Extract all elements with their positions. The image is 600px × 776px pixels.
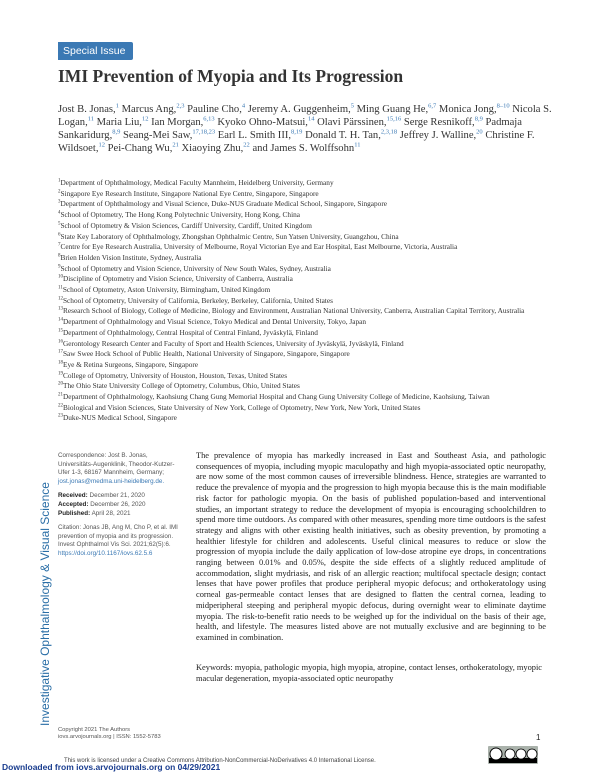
author-name: Nicola S. Logan, [58,104,552,129]
affiliation-text: Research School of Biology, College of Medicine, Biology and Environment, Australian National University, Canberra, Australian Capital Territory, Australia [63,306,525,316]
affiliation-item [58,210,558,221]
affiliation-item [58,381,558,392]
author-name: Xiaoying Zhu, [181,143,244,155]
license-text[interactable]: This work is licensed under a Creative Commons Attribution-NonCommercial-NoDerivatives 4.0 International License. [64,758,376,764]
author-name: Ming Guang He, [356,104,429,115]
author-affiliation-ref[interactable]: 1 [115,102,119,110]
copyright: Copyright 2021 The Authors [58,727,131,733]
author-name: Serge Resnikoff, [403,117,475,129]
author-affiliation-ref[interactable]: 6,13 [203,115,215,123]
date-value: April 28, 2021 [90,509,131,517]
author-name: Pauline Cho, [187,104,242,115]
affiliation-number: 15 [58,328,63,334]
date-value: December 21, 2020 [87,492,145,500]
author-name: Kyoko Ohno-Matsui, [217,117,308,129]
affiliation-text: School of Optometry, University of California, Berkeley, Berkeley, California, United States [63,295,333,305]
affiliation-number: 22 [58,403,63,409]
affiliation-number: 14 [58,317,63,323]
author-affiliation-ref[interactable]: 22 [243,141,250,149]
doi-link[interactable]: https://doi.org/10.1167/iovs.62.5.6 [58,549,153,557]
author-affiliation-ref[interactable]: 5 [350,102,354,110]
affiliation-text: Saw Swee Hock School of Public Health, National University of Singapore, Singapore, Singapore [63,349,350,359]
author-affiliation-ref[interactable]: 8,9 [112,128,121,136]
affiliation-number: 9 [58,264,61,270]
affiliation-item [58,413,558,424]
affiliation-number: 5 [58,221,61,227]
affiliation-item [58,264,558,275]
journal-sidebar-title: Investigative Ophthalmology & Visual Science [38,482,52,726]
affiliation-text: Department of Ophthalmology, Central Hospital of Central Finland, Jyväskylä, Finland [63,327,318,337]
author-affiliation-ref[interactable]: 8,9 [474,115,483,123]
correspondence-email-link[interactable]: jost.jonas@medma.uni-heidelberg.de. [58,477,165,485]
affiliation-item [58,199,558,210]
keywords: Keywords: myopia, pathologic myopia, high myopia, atropine, contact lenses, orthokeratology, myopic macular degeneration, myopia-associated optic neuropathy [196,663,543,683]
author-affiliation-ref[interactable]: 4 [241,102,246,110]
affiliation-text: Department of Ophthalmology, Kaohsiung Chang Gung Memorial Hospital and Chang Gung University College of Medicine, Kaohsiung, Taiwan [63,392,490,402]
author-affiliation-ref[interactable]: 6,7 [428,102,437,110]
affiliation-number: 3 [58,199,61,205]
affiliation-text: Duke-NUS Medical School, Singapore [63,413,177,423]
affiliation-number: 21 [58,392,63,398]
correspondence [58,452,184,486]
issn: iovs.arvojournals.org | ISSN: 1552-5783 [58,734,161,740]
author-affiliation-ref[interactable]: 11 [87,115,94,123]
affiliation-text: School of Optometry & Vision Sciences, Cardiff University, Cardiff, United Kingdom [60,220,312,230]
author-name: Monica Jong, [438,104,497,115]
affiliation-item [58,274,558,285]
citation-text: Citation: Jonas JB, Ang M, Cho P, et al. IMI prevention of myopia and its progression. Invest Ophthalmol Vis Sci. 2021;62(5):6. [58,524,178,549]
page-number: 1 [536,733,541,742]
affiliation-number: 23 [58,414,63,420]
affiliation-list [58,178,558,424]
date-row [58,510,184,519]
author-affiliation-ref[interactable]: 15,16 [386,115,402,123]
correspondence-text: Correspondence: Jost B. Jonas, Universitäts-Augenklinik, Theodor-Kutzer-Ufer 1-3, 68167 Mannheim, Germany; [58,452,175,477]
author-name: Maria Liu, [96,117,142,129]
author-affiliation-ref[interactable]: 12 [141,115,149,123]
affiliation-number: 6 [58,232,61,238]
article-title: IMI Prevention of Myopia and Its Progression [58,66,404,86]
affiliation-text: School of Optometry, Aston University, Birmingham, United Kingdom [62,285,271,295]
author-name: Donald T. H. Tan, [305,130,381,142]
affiliation-text: Department of Ophthalmology and Visual Science, Duke-NUS Graduate Medical School, Singapore, Singapore [60,199,387,209]
affiliation-item [58,392,558,403]
affiliation-item [58,328,558,339]
special-issue-badge: Special Issue [58,42,133,60]
affiliation-text: School of Optometry and Vision Science, University of New South Wales, Sydney, Australia [60,263,331,273]
affiliation-item [58,253,558,264]
author-name: Christine F. Wildsoet, [58,130,535,155]
affiliation-text: Biological and Vision Sciences, State University of New York, College of Optometry, New York, New York, United States [63,402,421,412]
author-name: Olavi Pärssinen, [317,117,387,129]
affiliation-text: State Key Laboratory of Ophthalmology, Zhongshan Ophthalmic Centre, Sun Yatsen University, Guangzhou, China [60,231,399,241]
date-label: Received: [58,492,88,500]
affiliation-number: 20 [58,381,63,387]
affiliation-number: 7 [58,242,61,248]
affiliation-number: 13 [58,307,63,313]
affiliation-item [58,178,558,189]
author-name: Pei-Chang Wu, [107,143,173,155]
affiliation-item [58,232,558,243]
affiliation-text: Department of Ophthalmology, Medical Faculty Mannheim, Heidelberg University, Germany [60,178,334,187]
affiliation-item [58,317,558,328]
affiliation-number: 12 [58,296,63,302]
date-row [58,501,184,510]
date-label: Accepted: [58,500,89,508]
affiliation-text: Department of Ophthalmology and Visual Science, Tokyo Medical and Dental University, Tokyo, Japan [63,317,367,327]
author-affiliation-ref[interactable]: 12 [98,141,105,149]
affiliation-item [58,339,558,350]
affiliation-item [58,221,558,232]
download-watermark: Downloaded from iovs.arvojournals.org on 04/29/2021 [2,762,221,772]
author-name: Jeremy A. Guggenheim, [247,104,351,115]
abstract: The prevalence of myopia has markedly increased in East and Southeast Asia, and pathologic consequences of myopia, including myopic maculopathy and high myopia-associated optic neuropathy, are now some of the most common causes of irreversible blindness. Hence, strategies are warranted to reduce the prevalence of myopia and the progression to high myopia because this is the main modifiable risk factor for pathologic myopia. On the basis of published population-based and interventional studies, an important strategy to reduce the development of myopia is encouraging schoolchildren to spend more time outdoors. As compared with other measures, spending more time outdoors is the safest strategy and aligns with other existing health initiatives, such as obesity prevention, by promoting a healthier lifestyle for children and adolescents. Useful clinical measures to reduce or slow the progression of myopia include the daily application of low-dose atropine eye drops, in concentrations ranging between 0.01% and 0.05%, despite the side effects of a slightly reduced amplitude of accommodation, slight mydriasis, and risk of an allergic reaction; multifocal spectacle design; contact lenses that have power profiles that produce peripheral myopic defocus; and orthokeratology using corneal gas-permeable contact lenses that are designed to flatten the central cornea, leading to midperipheral steeping and peripheral myopic defocus, during overnight wear to eliminate daytime myopia. The risk-to-benefit ratio needs to be weighed up for the individual on the basis of their age, health, and lifestyle. The measures listed above are not mutually exclusive and are beginning to be examined in combination. [196,451,546,642]
article-dates [58,492,184,518]
author-affiliation-ref[interactable]: 2,3,18 [380,128,398,136]
author-affiliation-ref[interactable]: 8,19 [291,128,303,136]
date-value: December 26, 2020 [88,500,146,508]
author-name: Padmaja Sankaridurg, [58,117,522,142]
author-name: Jost B. Jonas, [58,104,116,115]
affiliation-number: 1 [58,178,61,184]
article-metadata [58,452,184,565]
affiliation-number: 19 [58,371,63,377]
date-row [58,492,184,501]
author-name: and James S. Wolffsohn [252,143,355,155]
author-affiliation-ref[interactable]: 8–10 [496,102,510,110]
affiliation-number: 18 [58,360,63,366]
affiliation-item [58,349,558,360]
affiliation-text: Discipline of Optometry and Vision Science, University of Canberra, Australia [63,274,293,284]
author-list [58,103,558,155]
affiliation-number: 10 [58,274,63,280]
affiliation-item [58,189,558,200]
affiliation-number: 4 [58,210,61,216]
affiliation-number: 8 [58,253,61,259]
author-affiliation-ref[interactable]: 2,3 [176,102,185,110]
affiliation-item [58,296,558,307]
affiliation-text: School of Optometry, The Hong Kong Polytechnic University, Hong Kong, China [60,210,300,220]
affiliation-text: College of Optometry, University of Houston, Houston, Texas, United States [63,370,288,380]
cc-license-badge[interactable] [488,746,538,764]
author-affiliation-ref[interactable]: 14 [307,115,315,123]
footer-info [58,727,161,741]
author-name: Seang-Mei Saw, [123,130,193,142]
author-name: Ian Morgan, [151,117,204,129]
affiliation-text: Singapore Eye Research Institute, Singapore National Eye Centre, Singapore, Singapore [60,188,319,198]
author-name: Jeffrey J. Walline, [399,130,477,142]
affiliation-item [58,306,558,317]
affiliation-item [58,285,558,296]
affiliation-number: 17 [58,349,63,355]
author-name: Earl L. Smith III, [217,130,292,142]
author-affiliation-ref[interactable]: 17,18,23 [192,128,216,136]
affiliation-item [58,371,558,382]
author-affiliation-ref[interactable]: 11 [354,141,361,149]
affiliation-item [58,242,558,253]
affiliation-text: Brien Holden Vision Institute, Sydney, Australia [60,252,202,262]
citation [58,524,184,558]
affiliation-number: 16 [58,339,63,345]
affiliation-item [58,360,558,371]
date-label: Published: [58,509,91,517]
affiliation-text: The Ohio State University College of Optometry, Columbus, Ohio, United States [63,381,300,391]
affiliation-text: Centre for Eye Research Australia, University of Melbourne, Royal Victorian Eye and Ear Hospital, East Melbourne, Victoria, Australia [60,242,458,252]
affiliation-text: Eye & Retina Surgeons, Singapore, Singapore [63,359,199,369]
author-name: Marcus Ang, [121,104,177,115]
author-affiliation-ref[interactable]: 20 [476,128,483,136]
author-affiliation-ref[interactable]: 21 [172,141,179,149]
affiliation-item [58,403,558,414]
affiliation-number: 2 [58,189,61,195]
affiliation-number: 11 [58,285,63,291]
affiliation-text: Gerontology Research Center and Faculty of Sport and Health Sciences, University of Jyväskylä, Jyväskylä, Finland [63,338,404,348]
